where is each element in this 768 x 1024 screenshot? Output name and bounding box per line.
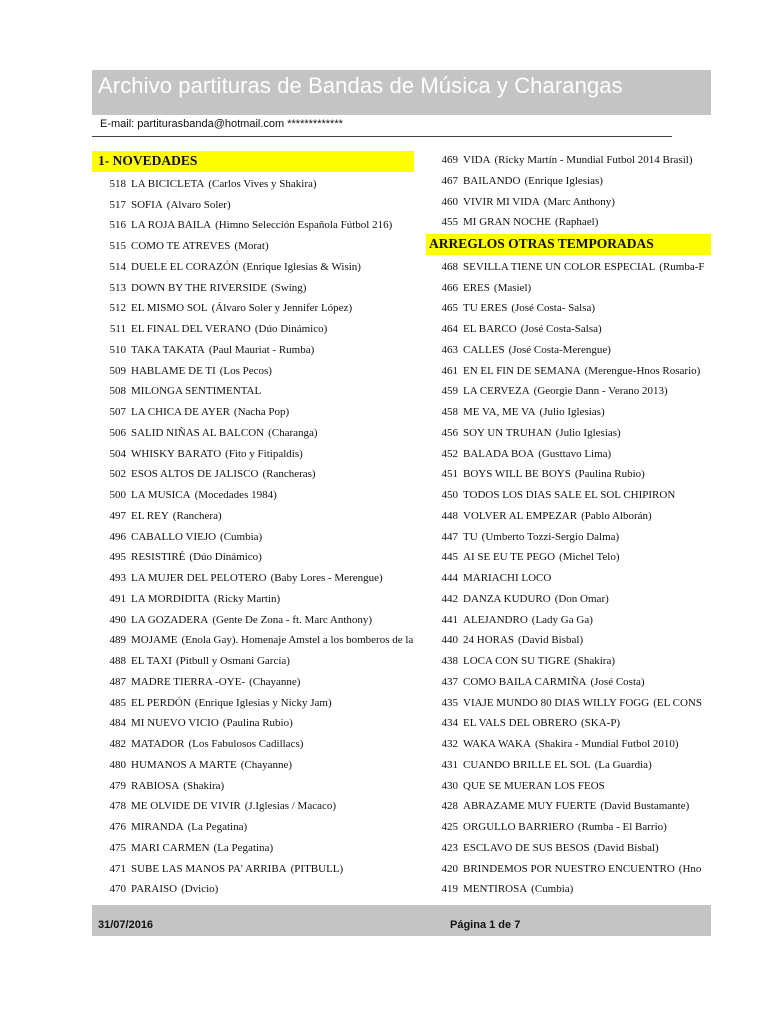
item-artist: (Chayanne)	[249, 675, 301, 688]
item-title: BRINDEMOS POR NUESTRO ENCUENTRO	[463, 862, 675, 875]
list-item	[426, 630, 711, 651]
item-title: AI SE EU TE PEGO	[463, 551, 556, 564]
item-number: 484	[109, 717, 126, 730]
list-item	[426, 319, 711, 340]
item-number: 508	[109, 385, 126, 398]
item-number: 516	[109, 219, 126, 232]
item-artist: (Morat)	[234, 240, 269, 252]
list-item	[426, 212, 711, 233]
list-item	[92, 755, 422, 776]
list-item	[92, 630, 422, 651]
item-number: 482	[109, 738, 126, 750]
item-artist: (Lady Ga Ga)	[531, 613, 593, 626]
item-title: MOJAME	[131, 634, 178, 647]
item-number: 512	[109, 302, 126, 315]
list-item	[92, 506, 422, 527]
item-title: WAKA WAKA	[463, 738, 531, 750]
item-title: DUELE EL CORAZÓN	[131, 260, 239, 273]
item-artist: (La Guardia)	[594, 758, 652, 771]
item-title: PARAISO	[131, 883, 178, 896]
item-title: LA MUSICA	[131, 489, 191, 501]
item-title: ESOS ALTOS DE JALISCO	[131, 468, 259, 481]
item-artist: (Merengue-Hnos Rosario)	[584, 364, 701, 377]
item-title: 24 HORAS	[463, 634, 515, 647]
item-artist: (Nacha Pop)	[233, 406, 290, 418]
item-artist: (Georgie Dann - Verano 2013)	[533, 385, 668, 398]
item-number: 511	[109, 323, 126, 335]
list-item	[92, 319, 422, 340]
list-item	[92, 796, 422, 817]
item-artist: (Michel Telo)	[559, 551, 620, 564]
item-artist: (Paul Mauriat - Rumba)	[208, 343, 315, 356]
item-number: 504	[109, 447, 126, 460]
list-item	[426, 755, 711, 776]
novedades-continued-list	[426, 150, 711, 233]
list-item	[92, 838, 422, 859]
item-number: 502	[109, 468, 126, 481]
item-artist: (Shakira - Mundial Futbol 2010)	[534, 738, 679, 750]
item-artist: (Himno Selección Española Fútbol 216)	[215, 219, 393, 232]
list-item	[92, 817, 422, 838]
item-number: 431	[441, 758, 458, 771]
list-item	[426, 340, 711, 361]
item-title: TODOS LOS DIAS SALE EL SOL CHIPIRON	[463, 489, 676, 501]
item-title: DOWN BY THE RIVERSIDE	[131, 281, 267, 294]
item-title: VIVIR MI VIDA	[463, 195, 540, 208]
item-title: RESISTIRÉ	[131, 551, 186, 564]
item-number: 500	[109, 489, 126, 501]
item-artist: (Swing)	[270, 281, 307, 294]
section-heading-novedades: 1- NOVEDADES	[92, 151, 414, 172]
item-number: 470	[109, 883, 126, 896]
item-title: SOY UN TRUHAN	[463, 426, 552, 439]
item-title: VIAJE MUNDO 80 DIAS WILLY FOGG	[463, 696, 650, 709]
item-artist: (Ranchera)	[172, 509, 222, 522]
item-artist: (Paulina Rubio)	[574, 468, 645, 481]
list-item	[426, 527, 711, 548]
item-title: COMO TE ATREVES	[131, 240, 231, 252]
item-title: QUE SE MUERAN LOS FEOS	[463, 779, 605, 792]
list-item	[92, 298, 422, 319]
item-artist: (Los Pecos)	[219, 364, 272, 377]
item-number: 441	[441, 613, 458, 626]
list-item	[426, 693, 711, 714]
item-title: TU	[463, 530, 478, 543]
list-item	[92, 485, 422, 506]
list-item	[92, 423, 422, 444]
item-title: EN EL FIN DE SEMANA	[463, 364, 581, 377]
item-title: ORGULLO BARRIERO	[463, 821, 574, 833]
item-artist: (Dúo Dinámico)	[189, 551, 262, 564]
item-number: 468	[441, 260, 458, 273]
item-number: 459	[441, 385, 458, 398]
list-item	[426, 547, 711, 568]
list-item	[426, 192, 711, 213]
item-artist: (Rumba-F	[659, 260, 705, 273]
list-item	[426, 381, 711, 402]
item-number: 509	[109, 364, 126, 377]
item-title: ME OLVIDE DE VIVIR	[131, 800, 241, 813]
item-title: SEVILLA TIENE UN COLOR ESPECIAL	[463, 260, 656, 273]
item-number: 448	[441, 509, 458, 522]
item-number: 463	[441, 343, 458, 356]
item-artist: (Mocedades 1984)	[194, 489, 277, 501]
item-artist: (Raphael)	[555, 216, 599, 229]
list-item	[92, 713, 422, 734]
list-item	[426, 361, 711, 382]
item-artist: (David Bisbal)	[518, 634, 584, 647]
item-title: LOCA CON SU TIGRE	[463, 655, 571, 667]
item-artist: (Shakira)	[574, 655, 615, 667]
item-artist: (Shakira)	[183, 779, 225, 792]
item-number: 514	[109, 260, 126, 273]
item-artist: (SKA-P)	[580, 717, 621, 730]
list-item	[426, 672, 711, 693]
list-item	[92, 693, 422, 714]
item-number: 425	[441, 821, 458, 833]
item-artist: (Carlos Vives y Shakira)	[208, 177, 317, 190]
list-item	[426, 589, 711, 610]
item-title: MIRANDA	[131, 821, 184, 833]
item-artist: (Cumbia)	[220, 530, 263, 543]
list-item	[92, 859, 422, 880]
list-item	[92, 651, 422, 672]
item-artist: (Gusttavo Lima)	[538, 447, 612, 460]
item-number: 513	[109, 281, 126, 294]
item-number: 480	[109, 758, 126, 771]
list-item	[426, 171, 711, 192]
item-artist: (Rancheras)	[262, 468, 316, 481]
item-number: 489	[109, 634, 126, 647]
list-item	[92, 527, 422, 548]
item-title: SALID NIÑAS AL BALCON	[131, 426, 265, 439]
item-artist: (Umberto Tozzi-Sergio Dalma)	[481, 530, 620, 543]
item-number: 488	[109, 655, 126, 667]
list-item	[426, 776, 711, 797]
list-item	[92, 236, 422, 257]
page-indicator: Página 1 de 7	[450, 919, 521, 931]
list-item	[426, 568, 711, 589]
item-number: 478	[109, 800, 126, 813]
list-item	[92, 215, 422, 236]
list-item	[426, 298, 711, 319]
item-artist: (Charanga)	[268, 426, 318, 439]
item-number: 495	[109, 551, 126, 564]
item-title: MI GRAN NOCHE	[463, 216, 551, 229]
item-title: EL VALS DEL OBRERO	[463, 717, 577, 730]
item-artist: (Enrique Iglesias)	[524, 174, 603, 187]
item-title: ESCLAVO DE SUS BESOS	[463, 841, 590, 854]
item-number: 510	[109, 343, 126, 356]
item-title: ALEJANDRO	[463, 613, 528, 626]
item-title: BOYS WILL BE BOYS	[463, 468, 571, 481]
item-number: 490	[109, 613, 126, 626]
item-number: 506	[109, 426, 126, 439]
item-title: SOFIA	[131, 198, 163, 211]
item-number: 452	[441, 447, 458, 460]
item-artist: (Dvicio)	[181, 883, 219, 896]
item-number: 456	[441, 426, 458, 439]
item-title: MI NUEVO VICIO	[131, 717, 219, 730]
list-item	[92, 381, 422, 402]
item-artist: (José Costa-Salsa)	[520, 323, 602, 335]
item-title: EL FINAL DEL VERANO	[131, 323, 251, 335]
item-artist: (Enrique Iglesias & Wisin)	[242, 260, 361, 273]
item-artist: (La Pegatina)	[187, 821, 248, 833]
list-item	[426, 713, 711, 734]
item-number: 435	[441, 696, 458, 709]
list-item	[92, 340, 422, 361]
item-title: EL BARCO	[463, 323, 517, 335]
item-number: 444	[441, 572, 458, 584]
item-title: RABIOSA	[131, 779, 180, 792]
item-number: 442	[441, 592, 458, 605]
item-artist: (José Costa-Merengue)	[508, 343, 611, 356]
item-title: MENTIROSA	[463, 883, 528, 896]
list-item	[426, 838, 711, 859]
item-artist: (Enrique Iglesias y Nicky Jam)	[194, 696, 332, 709]
item-number: 428	[441, 800, 458, 813]
item-number: 493	[109, 572, 126, 584]
item-artist: (Enola Gay). Homenaje Amstel a los bomberos de la	[181, 634, 414, 647]
list-item	[426, 817, 711, 838]
item-artist: (Pitbull y Osmani García)	[175, 655, 290, 667]
item-number: 479	[109, 779, 126, 792]
item-number: 467	[441, 174, 458, 187]
item-artist: (Masiel)	[493, 281, 532, 294]
footer-bar	[92, 905, 711, 936]
item-title: DANZA KUDURO	[463, 592, 551, 605]
list-item	[92, 879, 422, 900]
item-artist: (Pablo Alborán)	[581, 509, 652, 522]
novedades-list	[92, 174, 422, 900]
list-item	[426, 485, 711, 506]
item-title: MILONGA SENTIMENTAL	[131, 385, 262, 398]
item-number: 440	[441, 634, 458, 647]
list-item	[426, 506, 711, 527]
list-item	[426, 651, 711, 672]
list-item	[426, 257, 711, 278]
list-item	[426, 402, 711, 423]
item-artist: (Dúo Dinámico)	[254, 323, 328, 335]
list-item	[92, 257, 422, 278]
item-title: EL REY	[131, 509, 169, 522]
section-heading-otras-temporadas: ARREGLOS OTRAS TEMPORADAS	[426, 234, 711, 255]
item-number: 420	[441, 862, 458, 875]
item-title: HUMANOS A MARTE	[131, 758, 237, 771]
item-artist: (Ricky Martin)	[213, 592, 281, 605]
item-number: 460	[441, 195, 458, 208]
item-artist: (Hno	[678, 862, 702, 875]
email-line: E-mail: partiturasbanda@hotmail.com *************	[100, 118, 343, 130]
item-number: 487	[109, 675, 126, 688]
email-divider	[92, 136, 672, 137]
item-number: 430	[441, 779, 458, 792]
list-item	[426, 796, 711, 817]
item-number: 450	[441, 489, 458, 501]
item-number: 496	[109, 530, 126, 543]
right-column	[426, 150, 711, 900]
item-artist: (EL CONS	[653, 696, 702, 709]
item-number: 465	[441, 302, 458, 315]
list-item	[92, 402, 422, 423]
item-title: CALLES	[463, 343, 505, 356]
item-title: LA ROJA BAILA	[131, 219, 212, 232]
item-artist: (José Costa- Salsa)	[511, 302, 596, 315]
item-title: LA CHICA DE AYER	[131, 406, 230, 418]
item-number: 471	[109, 862, 126, 875]
item-title: MATADOR	[131, 738, 185, 750]
item-artist: (Don Omar)	[554, 592, 609, 605]
item-title: MARIACHI LOCO	[463, 572, 552, 584]
otras-temporadas-list	[426, 257, 711, 900]
list-item	[92, 610, 422, 631]
left-column	[92, 150, 422, 900]
item-number: 437	[441, 675, 458, 688]
list-item	[92, 776, 422, 797]
item-artist: (Paulina Rubio)	[222, 717, 293, 730]
list-item	[92, 734, 422, 755]
list-item	[426, 444, 711, 465]
item-title: LA MORDIDITA	[131, 592, 210, 605]
item-number: 419	[441, 883, 458, 896]
list-item	[92, 672, 422, 693]
item-artist: (Álvaro Soler y Jennifer López)	[211, 302, 353, 315]
item-number: 458	[441, 406, 458, 418]
item-number: 469	[441, 154, 458, 166]
list-item	[92, 464, 422, 485]
item-number: 466	[441, 281, 458, 294]
list-item	[92, 568, 422, 589]
item-title: EL PERDÓN	[131, 696, 191, 709]
item-number: 497	[109, 509, 126, 522]
list-item	[426, 464, 711, 485]
item-title: MARI CARMEN	[131, 841, 210, 854]
item-artist: (Marc Anthony)	[543, 195, 615, 208]
list-item	[92, 195, 422, 216]
item-title: LA MUJER DEL PELOTERO	[131, 572, 267, 584]
item-artist: (Ricky Martín - Mundial Futbol 2014 Brasil)	[494, 154, 693, 166]
list-item	[426, 610, 711, 631]
item-number: 447	[441, 530, 458, 543]
list-item	[92, 547, 422, 568]
item-artist: (Cumbia)	[531, 883, 574, 896]
item-title: COMO BAILA CARMIÑA	[463, 675, 587, 688]
item-artist: (Baby Lores - Merengue)	[270, 572, 383, 584]
item-title: WHISKY BARATO	[131, 447, 222, 460]
item-number: 464	[441, 323, 458, 335]
item-artist: (David Bustamante)	[600, 800, 690, 813]
item-artist: (Chayanne)	[240, 758, 292, 771]
item-number: 518	[109, 177, 126, 190]
item-number: 491	[109, 592, 126, 605]
list-item	[92, 361, 422, 382]
item-artist: (Julio Iglesias)	[539, 406, 605, 418]
list-item	[92, 589, 422, 610]
item-title: LA CERVEZA	[463, 385, 530, 398]
item-title: EL TAXI	[131, 655, 172, 667]
item-title: VIDA	[463, 154, 491, 166]
item-number: 455	[441, 216, 458, 229]
item-title: BAILANDO	[463, 174, 521, 187]
item-number: 461	[441, 364, 458, 377]
item-artist: (Fito y Fitipaldis)	[225, 447, 303, 460]
item-title: MADRE TIERRA -OYE-	[131, 675, 246, 688]
item-title: TU ERES	[463, 302, 508, 315]
list-item	[426, 879, 711, 900]
item-number: 475	[109, 841, 126, 854]
item-number: 507	[109, 406, 126, 418]
item-artist: (J.Iglesias / Macaco)	[244, 800, 337, 813]
item-number: 451	[441, 468, 458, 481]
item-artist: (José Costa)	[590, 675, 645, 688]
footer-date: 31/07/2016	[98, 919, 154, 931]
item-title: SUBE LAS MANOS PA' ARRIBA	[131, 862, 287, 875]
item-artist: (La Pegatina)	[213, 841, 274, 854]
item-artist: (Rumba - El Barrio)	[577, 821, 667, 833]
item-artist: (Los Fabulosos Cadillacs)	[188, 738, 304, 750]
item-title: VOLVER AL EMPEZAR	[463, 509, 578, 522]
item-title: LA BICICLETA	[131, 177, 205, 190]
item-number: 438	[441, 655, 458, 667]
item-title: EL MISMO SOL	[131, 302, 208, 315]
item-number: 423	[441, 841, 458, 854]
item-title: TAKA TAKATA	[131, 343, 205, 356]
list-item	[92, 278, 422, 299]
list-item	[426, 150, 711, 171]
list-item	[92, 174, 422, 195]
item-number: 515	[109, 240, 126, 252]
item-title: BALADA BOA	[463, 447, 535, 460]
item-number: 434	[441, 717, 458, 730]
item-number: 476	[109, 821, 126, 833]
item-artist: (Julio Iglesias)	[555, 426, 621, 439]
document-title: Archivo partituras de Bandas de Música y Charangas	[98, 73, 623, 98]
list-item	[426, 734, 711, 755]
item-title: LA GOZADERA	[131, 613, 209, 626]
item-number: 445	[441, 551, 458, 564]
item-artist: (PITBULL)	[290, 862, 344, 875]
list-item	[92, 444, 422, 465]
item-title: CABALLO VIEJO	[131, 530, 217, 543]
item-title: HABLAME DE TI	[131, 364, 216, 377]
item-artist: (Gente De Zona - ft. Marc Anthony)	[212, 613, 373, 626]
item-title: ME VA, ME VA	[463, 406, 536, 418]
item-artist: (Alvaro Soler)	[166, 198, 231, 211]
item-title: ABRAZAME MUY FUERTE	[463, 800, 597, 813]
list-item	[426, 423, 711, 444]
item-title: ERES	[463, 281, 490, 294]
list-item	[426, 859, 711, 880]
list-item	[426, 278, 711, 299]
item-artist: (David Bisbal)	[593, 841, 659, 854]
item-number: 485	[109, 696, 126, 709]
item-number: 517	[109, 198, 126, 211]
item-title: CUANDO BRILLE EL SOL	[463, 758, 591, 771]
item-number: 432	[441, 738, 458, 750]
